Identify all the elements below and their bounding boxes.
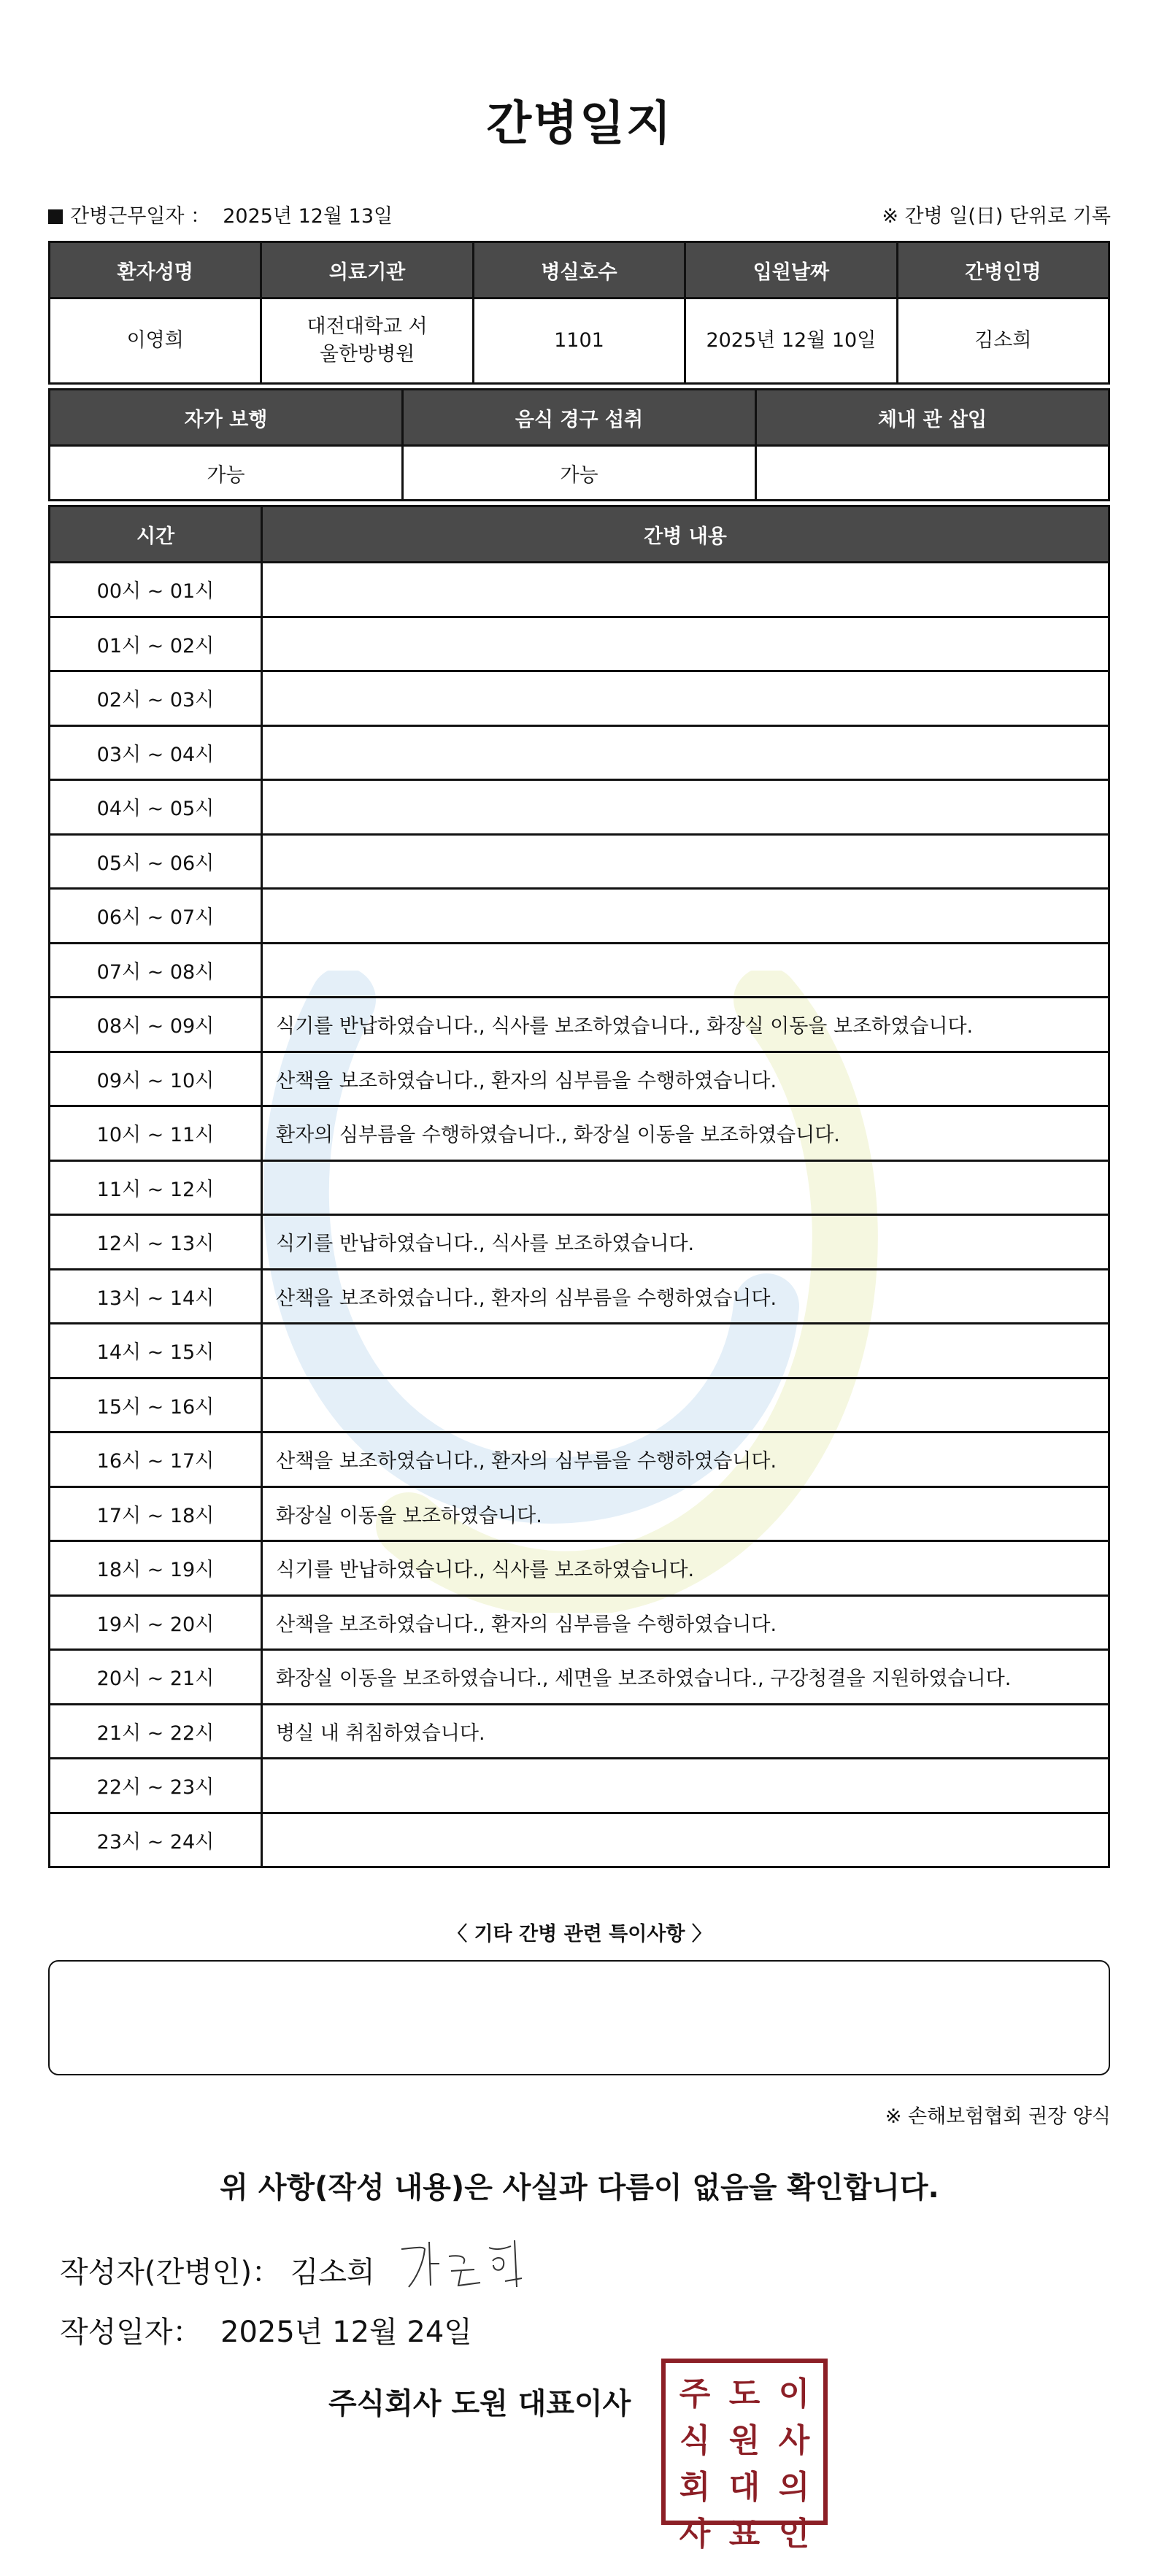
- care-content-cell: [262, 1813, 1109, 1867]
- care-content-cell: 화장실 이동을 보조하였습니다.: [262, 1486, 1109, 1541]
- table-row: [50, 617, 1109, 671]
- notes-title: 〈 기타 간병 관련 특이사항 〉: [447, 1923, 712, 1946]
- status-table: [48, 388, 1110, 501]
- table-row: [50, 1432, 1109, 1487]
- table-row: [50, 1269, 1109, 1324]
- table-row: [50, 1052, 1109, 1106]
- table-row: [50, 671, 1109, 726]
- time-cell: 10시 ~ 11시: [50, 1106, 262, 1161]
- confirmation-statement: 위 사항(작성 내용)은 사실과 다름이 없음을 확인합니다.: [220, 2171, 939, 2205]
- time-cell: 03시 ~ 04시: [50, 725, 262, 780]
- care-content-cell: 식기를 반납하였습니다., 식사를 보조하였습니다.: [262, 1215, 1109, 1270]
- time-cell: 02시 ~ 03시: [50, 671, 262, 726]
- time-cell: 23시 ~ 24시: [50, 1813, 262, 1867]
- care-content-cell: [262, 834, 1109, 889]
- table-row: [50, 1541, 1109, 1596]
- header-room: 병실호수: [473, 242, 685, 298]
- care-content-cell: 식기를 반납하였습니다., 식사를 보조하였습니다., 화장실 이동을 보조하였습니다.: [262, 998, 1109, 1052]
- time-cell: 00시 ~ 01시: [50, 563, 262, 617]
- seal-glyph: 식: [679, 2422, 711, 2459]
- date-value: 2025년 12월 24일: [220, 2315, 472, 2349]
- time-cell: 09시 ~ 10시: [50, 1052, 262, 1106]
- header-caregiver-name: 간병인명: [897, 242, 1109, 298]
- seal-glyph: 표: [728, 2515, 761, 2553]
- time-cell: 08시 ~ 09시: [50, 998, 262, 1052]
- seal-glyph: 주: [679, 2375, 711, 2413]
- company-seal-icon: [661, 2359, 828, 2553]
- time-cell: 04시 ~ 05시: [50, 780, 262, 835]
- page-title: 간병일지: [486, 97, 673, 151]
- seal-glyph: 원: [728, 2422, 761, 2459]
- header-time: 시간: [50, 506, 262, 563]
- header-hospital: 의료기관: [261, 242, 473, 298]
- care-log-table: [48, 505, 1110, 1868]
- seal-glyph: 이: [778, 2375, 810, 2413]
- care-content-cell: [262, 1759, 1109, 1813]
- time-cell: 19시 ~ 20시: [50, 1595, 262, 1650]
- square-bullet-icon: [48, 209, 63, 224]
- header-oral-intake: 음식 경구 섭취: [403, 390, 756, 446]
- table-row: [50, 563, 1109, 617]
- work-date-value: 2025년 12월 13일: [223, 205, 393, 228]
- table-row: [50, 1160, 1109, 1215]
- care-content-cell: 산책을 보조하였습니다., 환자의 심부름을 수행하였습니다.: [262, 1432, 1109, 1487]
- time-cell: 21시 ~ 22시: [50, 1704, 262, 1759]
- seal-glyph: 회: [679, 2469, 711, 2506]
- table-row: [50, 780, 1109, 835]
- table-row: [50, 889, 1109, 944]
- time-cell: 15시 ~ 16시: [50, 1378, 262, 1432]
- care-content-cell: 식기를 반납하였습니다., 식사를 보조하였습니다.: [262, 1541, 1109, 1596]
- table-row: [50, 1324, 1109, 1378]
- time-cell: 18시 ~ 19시: [50, 1541, 262, 1596]
- signature-icon: [394, 2234, 525, 2293]
- care-content-cell: [262, 1160, 1109, 1215]
- table-row: [50, 1704, 1109, 1759]
- header-walking: 자가 보행: [50, 390, 403, 446]
- seal-glyph: 대: [728, 2469, 761, 2506]
- table-row: [50, 998, 1109, 1052]
- author-label: 작성자(간병인)：: [60, 2256, 282, 2289]
- seal-glyph: 도: [728, 2375, 761, 2413]
- hospital-name: 대전대학교 서울한방병원: [307, 315, 428, 366]
- time-cell: 14시 ~ 15시: [50, 1324, 262, 1378]
- header-patient-name: 환자성명: [50, 242, 261, 298]
- table-row: [50, 1595, 1109, 1650]
- time-cell: 20시 ~ 21시: [50, 1650, 262, 1705]
- time-cell: 13시 ~ 14시: [50, 1269, 262, 1324]
- table-row: [50, 725, 1109, 780]
- table-row: [50, 1106, 1109, 1161]
- table-row: [50, 1759, 1109, 1813]
- time-cell: 17시 ~ 18시: [50, 1486, 262, 1541]
- notes-box: [48, 1960, 1110, 2075]
- walking-status: 가능: [50, 446, 403, 501]
- author-line: [60, 2249, 375, 2291]
- room-number: 1101: [473, 298, 685, 384]
- care-content-cell: 병실 내 취침하였습니다.: [262, 1704, 1109, 1759]
- time-cell: 22시 ~ 23시: [50, 1759, 262, 1813]
- seal-glyph: 의: [778, 2469, 810, 2506]
- header-admission-date: 입원날짜: [685, 242, 897, 298]
- table-row: [50, 1215, 1109, 1270]
- patient-info-table: [48, 241, 1110, 385]
- care-content-cell: [262, 889, 1109, 944]
- author-name: 김소희: [290, 2256, 375, 2289]
- care-content-cell: [262, 725, 1109, 780]
- time-cell: 16시 ~ 17시: [50, 1432, 262, 1487]
- table-row: [50, 1650, 1109, 1705]
- date-label: 작성일자：: [60, 2315, 202, 2349]
- care-content-cell: [262, 780, 1109, 835]
- header-care-content: 간병 내용: [262, 506, 1109, 563]
- work-date: [48, 200, 393, 228]
- time-cell: 12시 ~ 13시: [50, 1215, 262, 1270]
- time-cell: 11시 ~ 12시: [50, 1160, 262, 1215]
- table-row: [50, 943, 1109, 998]
- care-content-cell: [262, 617, 1109, 671]
- table-row: [50, 1378, 1109, 1432]
- tube-status: [756, 446, 1109, 501]
- table-row: [50, 1813, 1109, 1867]
- table-row: [50, 1486, 1109, 1541]
- time-cell: 07시 ~ 08시: [50, 943, 262, 998]
- care-content-cell: [262, 671, 1109, 726]
- admission-date: 2025년 12월 10일: [685, 298, 897, 384]
- record-unit-note: ※ 간병 일(日) 단위로 기록: [882, 205, 1111, 228]
- time-cell: 06시 ~ 07시: [50, 889, 262, 944]
- header-tube: 체내 관 삽입: [756, 390, 1109, 446]
- company-signatory: 주식회사 도원 대표이사: [328, 2387, 631, 2421]
- work-date-label: 간병근무일자 ：: [70, 205, 211, 228]
- date-line: [60, 2309, 472, 2351]
- seal-glyph: 사: [778, 2422, 810, 2459]
- care-content-cell: [262, 1324, 1109, 1378]
- care-content-cell: [262, 943, 1109, 998]
- oral-intake-status: 가능: [403, 446, 756, 501]
- form-note: ※ 손해보험협회 권장 양식: [885, 2105, 1111, 2128]
- time-cell: 05시 ~ 06시: [50, 834, 262, 889]
- seal-glyph: 사: [679, 2515, 711, 2553]
- care-content-cell: [262, 1378, 1109, 1432]
- care-content-cell: 산책을 보조하였습니다., 환자의 심부름을 수행하였습니다.: [262, 1595, 1109, 1650]
- patient-name: 이영희: [50, 298, 261, 384]
- seal-glyph: 인: [778, 2515, 810, 2553]
- care-content-cell: 산책을 보조하였습니다., 환자의 심부름을 수행하였습니다.: [262, 1269, 1109, 1324]
- care-content-cell: 환자의 심부름을 수행하였습니다., 화장실 이동을 보조하였습니다.: [262, 1106, 1109, 1161]
- hospital: [261, 298, 473, 384]
- care-content-cell: 화장실 이동을 보조하였습니다., 세면을 보조하였습니다., 구강청결을 지원하였습니다.: [262, 1650, 1109, 1705]
- caregiver-name: 김소희: [897, 298, 1109, 384]
- care-content-cell: 산책을 보조하였습니다., 환자의 심부름을 수행하였습니다.: [262, 1052, 1109, 1106]
- care-content-cell: [262, 563, 1109, 617]
- table-row: [50, 834, 1109, 889]
- time-cell: 01시 ~ 02시: [50, 617, 262, 671]
